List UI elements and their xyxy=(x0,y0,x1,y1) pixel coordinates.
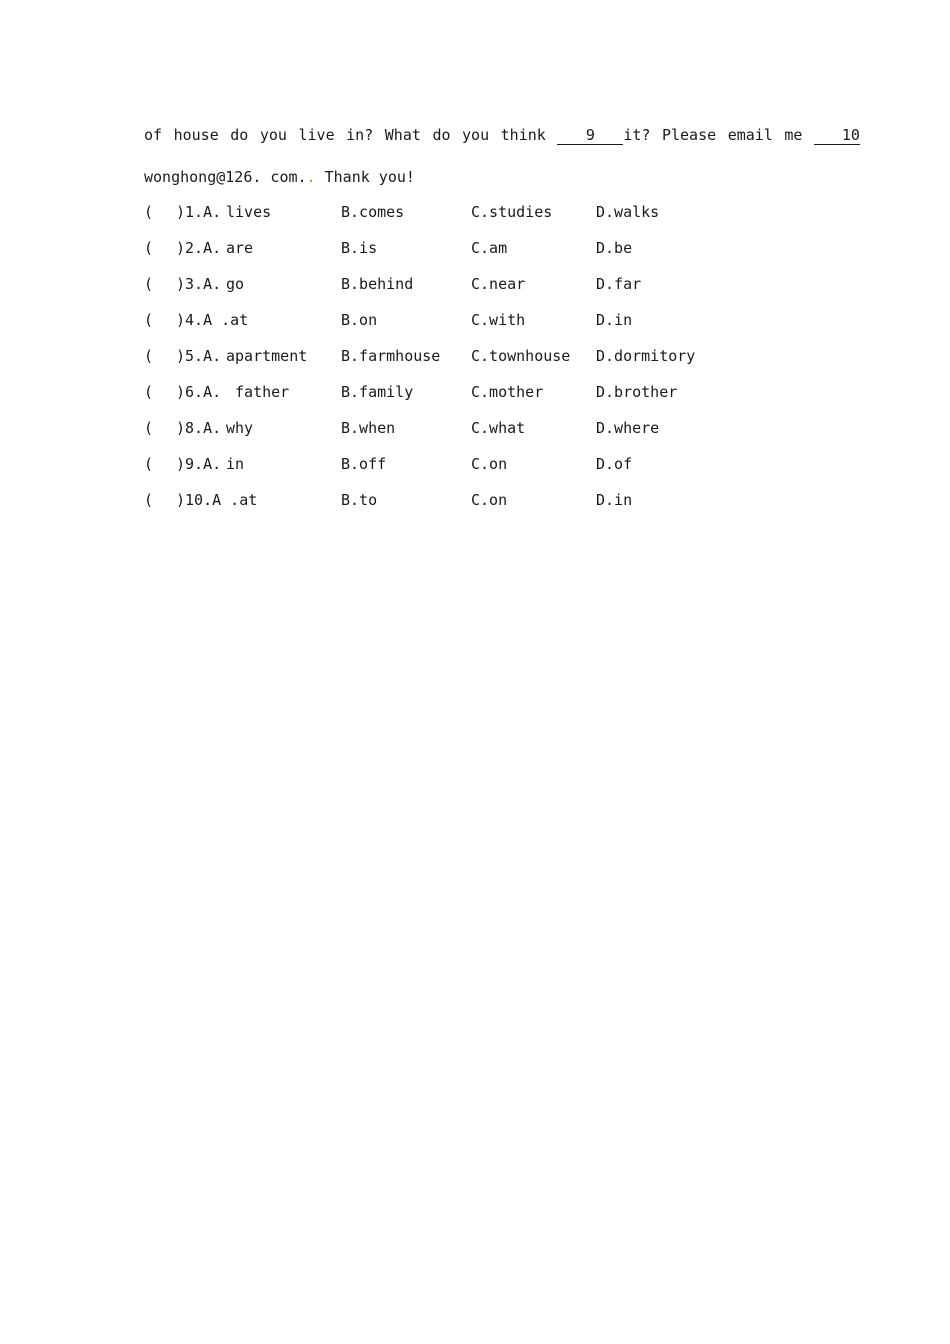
option-a: go xyxy=(226,275,245,293)
question-number: )5.A. xyxy=(176,347,222,365)
question-row xyxy=(144,455,844,477)
option-d: D.be xyxy=(596,239,633,257)
question-number: )2.A. xyxy=(176,239,222,257)
answer-paren: ( xyxy=(144,311,154,329)
passage-word: house xyxy=(173,126,219,144)
question-row xyxy=(144,203,844,225)
question-row xyxy=(144,275,844,297)
answer-paren: ( xyxy=(144,383,154,401)
option-c: C.townhouse xyxy=(471,347,571,365)
question-number: )9.A. xyxy=(176,455,222,473)
answer-paren: ( xyxy=(144,455,154,473)
passage-line-2 xyxy=(144,168,415,186)
question-number: )3.A. xyxy=(176,275,222,293)
passage-word: me xyxy=(784,126,803,144)
question-row xyxy=(144,491,844,513)
question-row xyxy=(144,311,844,333)
option-c: C.am xyxy=(471,239,508,257)
option-c: C.mother xyxy=(471,383,544,401)
option-a: are xyxy=(226,239,254,257)
question-number: )1.A. xyxy=(176,203,222,221)
passage-word: think xyxy=(500,126,546,144)
option-d: D.where xyxy=(596,419,660,437)
question-row xyxy=(144,347,844,369)
option-d: D.in xyxy=(596,491,633,509)
option-d: D.far xyxy=(596,275,642,293)
blank-9: 9 xyxy=(557,127,623,145)
option-d: D.brother xyxy=(596,383,678,401)
answer-paren: ( xyxy=(144,275,154,293)
option-b: B.farmhouse xyxy=(341,347,441,365)
passage-word: live xyxy=(298,126,335,144)
passage-word: email xyxy=(727,126,773,144)
passage-word: Please xyxy=(661,126,717,144)
option-c: C.what xyxy=(471,419,526,437)
answer-paren: ( xyxy=(144,347,154,365)
answer-paren: ( xyxy=(144,239,154,257)
question-number: )10.A .at xyxy=(176,491,258,509)
question-number: )8.A. xyxy=(176,419,222,437)
passage-word: do xyxy=(230,126,249,144)
passage-word: you xyxy=(462,126,490,144)
option-a: lives xyxy=(226,203,272,221)
answer-paren: ( xyxy=(144,203,154,221)
option-a: apartment xyxy=(226,347,308,365)
option-b: B.behind xyxy=(341,275,414,293)
option-d: D.of xyxy=(596,455,633,473)
option-c: C.with xyxy=(471,311,526,329)
option-c: C.on xyxy=(471,491,508,509)
option-b: B.family xyxy=(341,383,414,401)
passage-word: do xyxy=(432,126,451,144)
option-b: B.off xyxy=(341,455,387,473)
question-row xyxy=(144,239,844,261)
answer-paren: ( xyxy=(144,491,154,509)
green-dot: . xyxy=(306,168,316,186)
option-d: D.in xyxy=(596,311,633,329)
blank-10: 10 xyxy=(814,127,860,145)
option-d: D.dormitory xyxy=(596,347,696,365)
option-b: B.when xyxy=(341,419,396,437)
question-number: )4.A .at xyxy=(176,311,249,329)
option-b: B.to xyxy=(341,491,378,509)
option-a: father xyxy=(226,383,290,401)
passage-word: What xyxy=(384,126,421,144)
answer-paren: ( xyxy=(144,419,154,437)
email-address: wonghong@126. com. xyxy=(144,168,307,186)
question-row xyxy=(144,419,844,441)
option-b: B.is xyxy=(341,239,378,257)
option-b: B.on xyxy=(341,311,378,329)
passage-word: of xyxy=(144,126,163,144)
thank-you-text: Thank you! xyxy=(315,168,415,186)
question-row xyxy=(144,383,844,405)
option-a: why xyxy=(226,419,254,437)
option-d: D.walks xyxy=(596,203,660,221)
option-a: in xyxy=(226,455,245,473)
passage-word: in? xyxy=(346,126,374,144)
passage-line-1 xyxy=(144,126,860,145)
option-c: C.on xyxy=(471,455,508,473)
passage-word: it? xyxy=(623,126,651,144)
option-c: C.studies xyxy=(471,203,553,221)
option-b: B.comes xyxy=(341,203,405,221)
question-number: )6.A. xyxy=(176,383,222,401)
option-c: C.near xyxy=(471,275,526,293)
passage-word: you xyxy=(259,126,287,144)
